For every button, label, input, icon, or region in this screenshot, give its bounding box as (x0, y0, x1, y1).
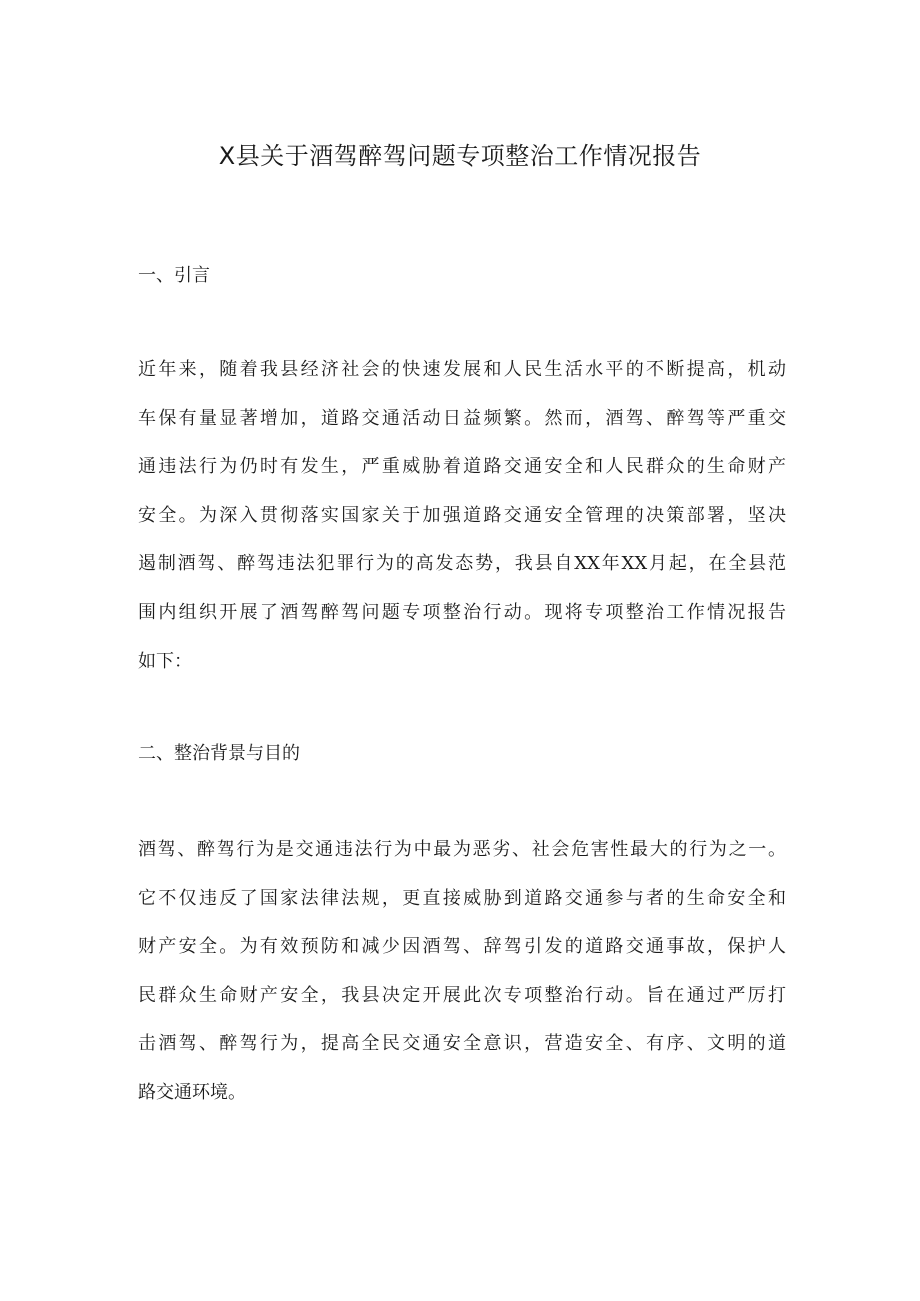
paragraph-line: 如下： (138, 650, 192, 672)
section-heading-background-purpose: 二、整治背景与目的 (138, 743, 300, 764)
paragraph-line: 近年来，随着我县经济社会的快速发展和人民生活水平的不断提高，机动 (138, 359, 786, 380)
paragraph-line: 安全。为深入贯彻落实国家关于加强道路交通安全管理的决策部署，坚决 (138, 504, 786, 526)
introduction-paragraph (138, 346, 786, 686)
background-purpose-paragraph (138, 826, 786, 1118)
paragraph-line: 民群众生命财产安全，我县决定开展此次专项整治行动。旨在通过严厉打 (138, 984, 786, 1006)
document-title: X县关于酒驾醉驾问题专项整治工作情况报告 (218, 142, 702, 170)
paragraph-line: 通违法行为仍时有发生，严重威胁着道路交通安全和人民群众的生命财产 (138, 456, 786, 478)
paragraph-line: 遏制酒驾、醉驾违法犯罪行为的高发态势，我县自XX年XX月起，在全县范 (138, 553, 786, 575)
paragraph-line: 击酒驾、醉驾行为，提高全民交通安全意识，营造安全、有序、文明的道 (138, 1033, 786, 1055)
paragraph-line: 酒驾、醉驾行为是交通违法行为中最为恶劣、社会危害性最大的行为之一。 (138, 839, 786, 860)
paragraph-line: 它不仅违反了国家法律法规，更直接威胁到道路交通参与者的生命安全和 (138, 887, 786, 909)
paragraph-line: 围内组织开展了酒驾醉驾问题专项整治行动。现将专项整治工作情况报告 (138, 601, 786, 623)
paragraph-line: 车保有量显著增加，道路交通活动日益频繁。然而，酒驾、醉驾等严重交 (138, 407, 786, 429)
paragraph-line: 财产安全。为有效预防和减少因酒驾、辞驾引发的道路交通事故，保护人 (138, 936, 786, 958)
section-heading-introduction: 一、引言 (138, 265, 210, 286)
paragraph-line: 路交通环境。 (138, 1081, 246, 1103)
